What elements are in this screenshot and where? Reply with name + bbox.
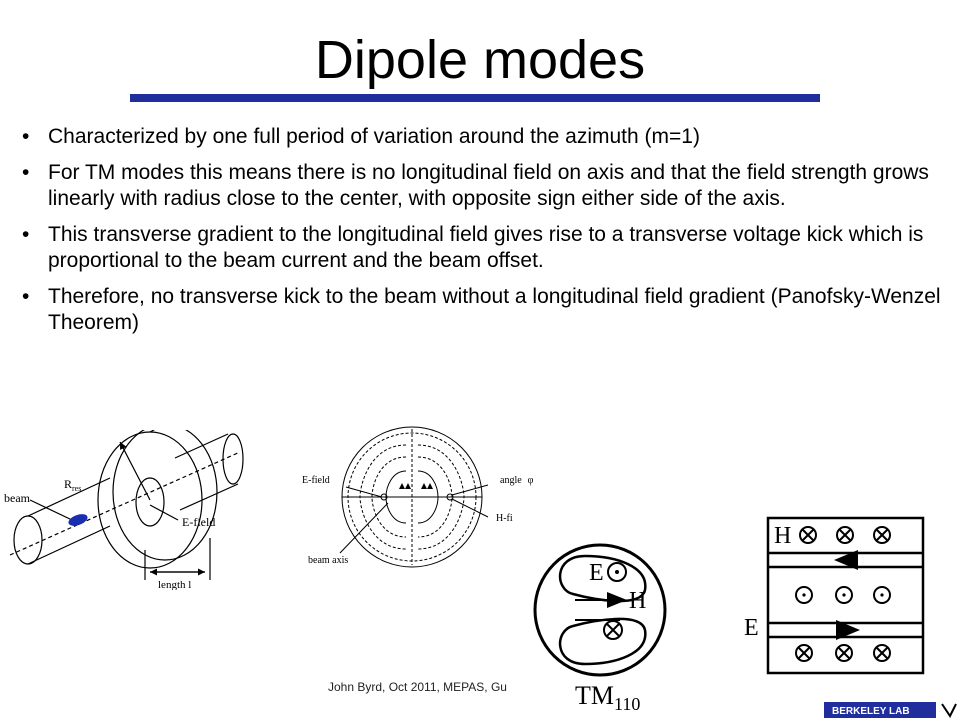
bullet-marker: • (22, 125, 30, 148)
cavity-3d-diagram (0, 430, 270, 590)
e-label: E (744, 615, 759, 641)
bullet-marker: • (22, 223, 30, 246)
bullet-item (22, 222, 942, 274)
bullet-marker: • (22, 161, 30, 184)
beam-axis-label: beam axis (308, 555, 349, 566)
bullet-item (22, 160, 942, 212)
efield-label: E-field (302, 475, 330, 486)
svg-text:BERKELEY LAB: BERKELEY LAB (832, 706, 910, 717)
beam-spot-icon (67, 512, 89, 528)
bullet-text: Characterized by one full period of variation around the azimuth (m=1) (48, 125, 700, 148)
footer-credit: John Byrd, Oct 2011, MEPAS, Gu (328, 680, 507, 694)
h-label: H (629, 588, 647, 614)
bullet-item (22, 124, 942, 150)
field-side-view-diagram (740, 515, 930, 680)
slide-title: Dipole modes (314, 30, 646, 90)
field-cross-section-diagram (300, 425, 550, 575)
length-label: length l (158, 579, 192, 590)
h-label: H (774, 523, 792, 549)
bullet-text: For TM modes this means there is no longitudinal field on axis and that the field strength grows linearly with radius close to the center, with opposite sign either side of the axis. (48, 161, 929, 210)
bullet-marker: • (22, 285, 30, 308)
hfield-label: H-fi (496, 513, 513, 524)
efield-label: E-field (182, 515, 216, 529)
bullet-text: This transverse gradient to the longitudinal field gives rise to a transverse voltage kick which is proportional to the beam current and the beam offset. (48, 223, 924, 272)
tm110-mode-diagram (525, 510, 675, 720)
bullet-list (22, 124, 942, 346)
radius-label: $R_{res}$ (64, 477, 82, 493)
bullet-item (22, 284, 942, 336)
beam-label: beam (4, 491, 30, 505)
title-underline (130, 94, 820, 102)
bullet-text: Therefore, no transverse kick to the beam without a longitudinal field gradient (Panofsky-Wenzel Theorem) (48, 285, 941, 334)
mode-label: $TM_{110}$ (575, 681, 641, 714)
berkeley-lab-logo (822, 700, 960, 720)
e-label: E (589, 560, 604, 586)
angle-label: angle φ (500, 475, 534, 486)
